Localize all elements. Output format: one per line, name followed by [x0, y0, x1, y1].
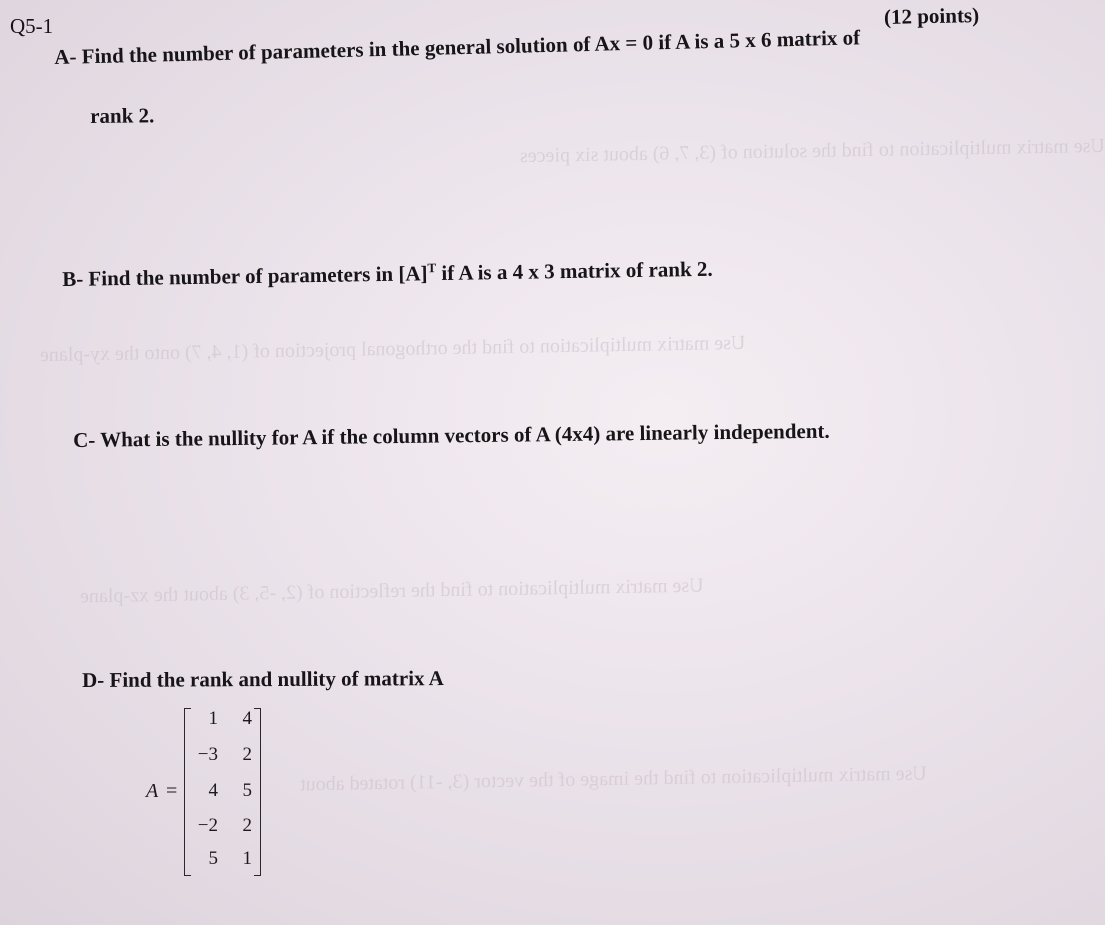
bleed-through-text: Use matrix multiplication to find the orthogonal projection of (1, 4, 7) onto the xy-plane [39, 331, 746, 367]
matrix-row [190, 744, 256, 774]
bleed-through-text: Use matrix multiplication to find the image of the vector (3, -11) rotated about [299, 762, 927, 796]
matrix-cell: 5 [242, 780, 252, 801]
matrix-cell: 1 [208, 708, 218, 729]
matrix-cell: 2 [242, 815, 252, 836]
matrix-cell: −2 [197, 815, 218, 836]
matrix-cell: 2 [242, 744, 252, 765]
matrix-row [190, 780, 256, 810]
question-b-suffix: if A is a 4 x 3 matrix of rank 2. [435, 256, 713, 286]
matrix-row [190, 815, 256, 845]
bleed-through-text: Use matrix multiplication to find the solution of (3, 7, 6) about six pieces [519, 134, 1105, 168]
points-label: (12 points) [883, 3, 980, 29]
matrix-a [142, 706, 272, 876]
question-b [62, 256, 713, 292]
bleed-through-text: Use matrix multiplication to find the reflection of (2, -5, 3) about the xz-plane [79, 574, 704, 608]
matrix-equals: = [166, 780, 178, 802]
matrix-cell: 1 [242, 848, 252, 869]
matrix-cell: −3 [197, 744, 218, 765]
matrix-cell: 4 [208, 780, 218, 801]
question-b-prefix: B- Find the number of parameters in [A] [62, 261, 428, 291]
matrix-label: A [146, 780, 159, 802]
matrix-cell: 4 [242, 708, 252, 729]
question-c: C- What is the nullity for A if the column vectors of A (4x4) are linearly independent. [73, 418, 830, 452]
matrix-row [190, 708, 256, 738]
transpose-superscript: T [427, 260, 437, 276]
question-d: D- Find the rank and nullity of matrix A [82, 666, 444, 692]
matrix-row [190, 848, 256, 878]
question-a: A- Find the number of parameters in the general solution of Ax = 0 if A is a 5 x 6 matrix of [54, 25, 861, 69]
matrix-cell: 5 [208, 848, 218, 869]
question-a-continued: rank 2. [90, 103, 155, 128]
question-number: Q5-1 [10, 14, 54, 38]
